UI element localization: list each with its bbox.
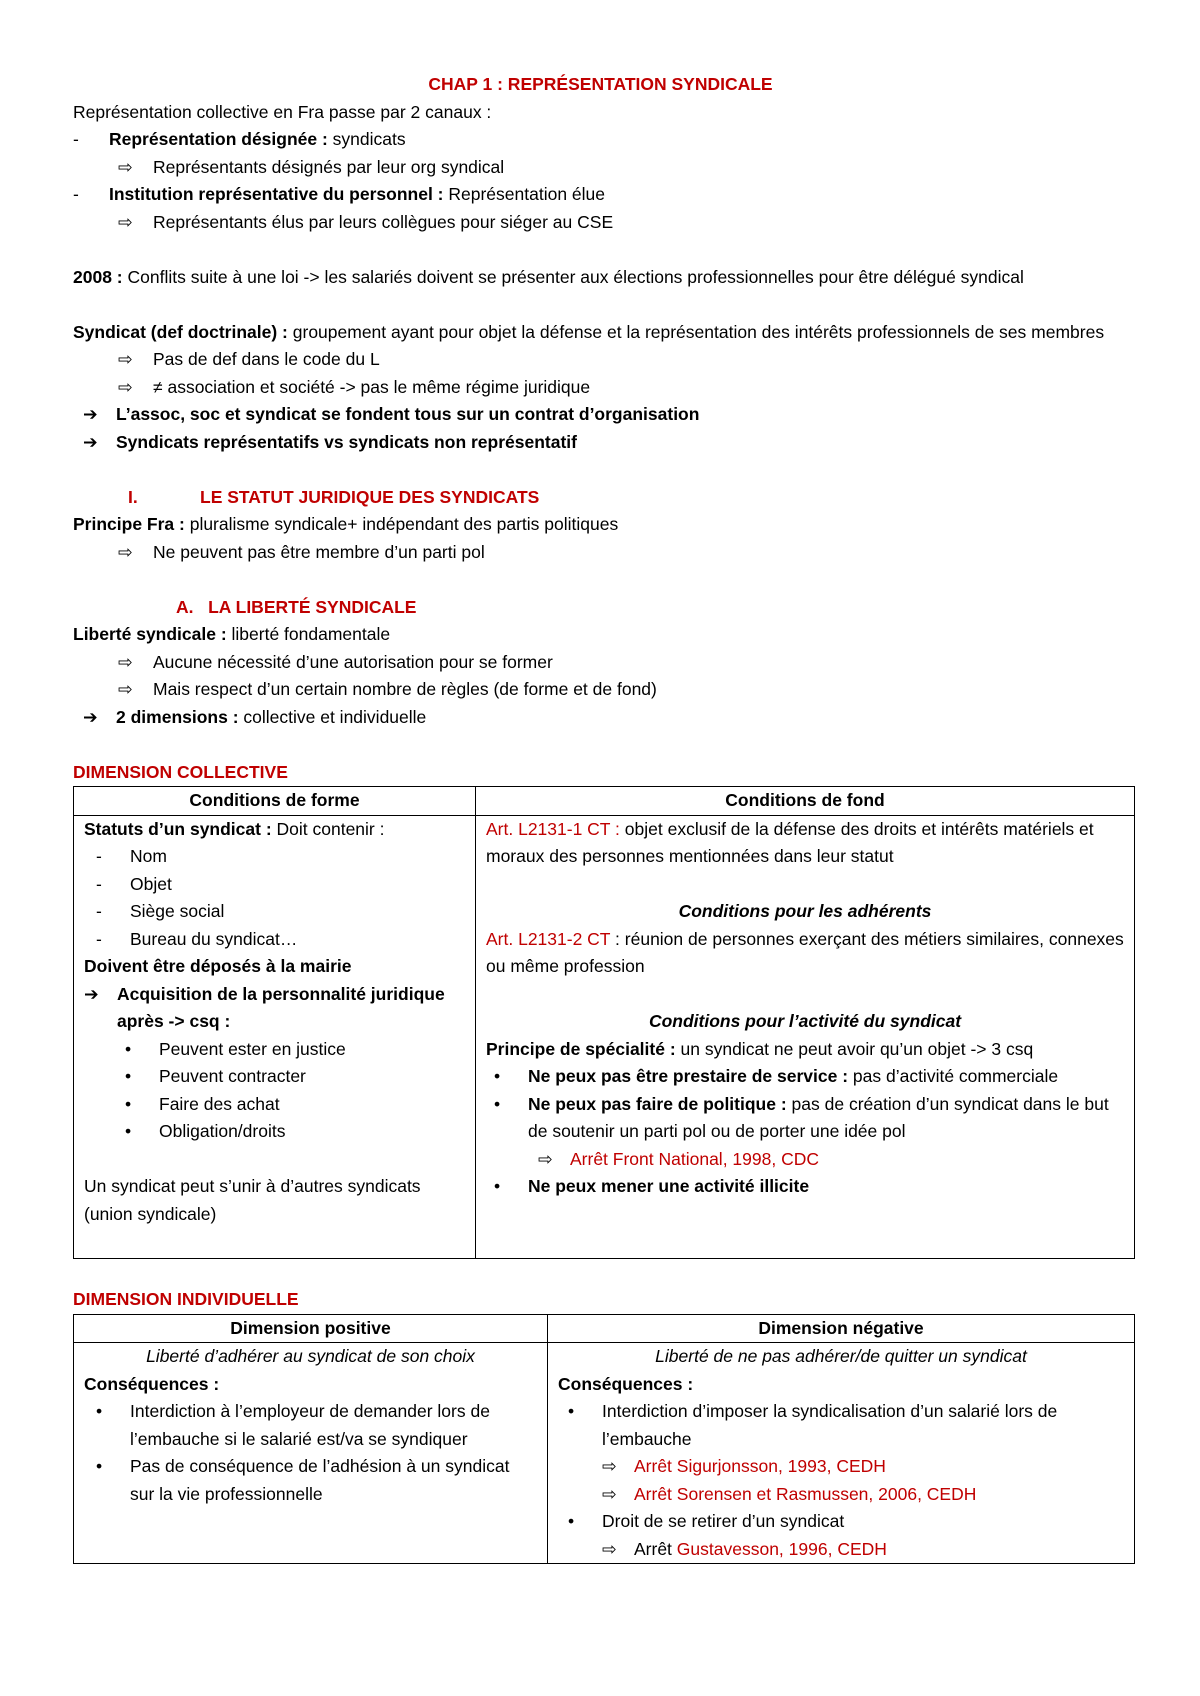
dash-marker: - bbox=[96, 901, 102, 921]
item-text: Syndicats représentatifs vs syndicats non représentatif bbox=[116, 431, 577, 452]
item-label: 2 dimensions : bbox=[116, 706, 239, 727]
intro-line: Représentation collective en Fra passe par 2 canaux : bbox=[73, 101, 492, 122]
table-cell-positive bbox=[74, 1343, 548, 1564]
list-item: - Siège social bbox=[84, 898, 465, 926]
cell-label: Conséquences : bbox=[558, 1373, 694, 1394]
dash-marker: - bbox=[96, 846, 102, 866]
list-item: ⇨ Arrêt Sigurjonsson, 1993, CEDH bbox=[558, 1453, 1124, 1481]
list-item bbox=[73, 649, 1128, 677]
list-item bbox=[73, 181, 1128, 209]
section-title-individuelle: DIMENSION INDIVIDUELLE bbox=[73, 1289, 299, 1309]
article-ref: Art. L2131-2 CT bbox=[486, 928, 611, 949]
list-item: ⇨ Arrêt Sorensen et Rasmussen, 2006, CEDH bbox=[558, 1481, 1124, 1509]
table-cell-negative bbox=[548, 1343, 1135, 1564]
list-item bbox=[73, 374, 1128, 402]
bullet-marker: • bbox=[125, 1038, 132, 1059]
item-text: Représentants élus par leurs collègues pour siéger au CSE bbox=[153, 211, 614, 232]
list-item: • Obligation/droits bbox=[84, 1118, 465, 1146]
collective-table bbox=[73, 786, 1135, 1259]
bold-arrow-icon: ➔ bbox=[83, 404, 98, 424]
column-header: Dimension négative bbox=[548, 1314, 1135, 1343]
item-text: syndicats bbox=[327, 129, 406, 149]
list-item: ⇨ Arrêt Front National, 1998, CDC bbox=[486, 1146, 1124, 1174]
list-item: • Ne peux pas être prestaire de service : pas d’activité commerciale bbox=[486, 1063, 1124, 1091]
paragraph-liberte bbox=[73, 621, 1128, 649]
bullet-marker: • bbox=[125, 1093, 132, 1114]
bullet-marker: • bbox=[494, 1066, 501, 1086]
list-item: • Peuvent ester en justice bbox=[84, 1036, 465, 1064]
bold-arrow-icon: ➔ bbox=[83, 706, 98, 727]
heading-number: I. bbox=[128, 486, 138, 507]
section-title-collective: DIMENSION COLLECTIVE bbox=[73, 761, 288, 782]
list-item bbox=[73, 676, 1128, 704]
hollow-arrow-icon: ⇨ bbox=[118, 349, 133, 369]
item-text: Représentation élue bbox=[443, 184, 605, 204]
column-header: Conditions de forme bbox=[74, 787, 476, 816]
hollow-arrow-icon: ⇨ bbox=[118, 211, 133, 232]
hollow-arrow-icon: ⇨ bbox=[602, 1456, 617, 1476]
paragraph-2008 bbox=[73, 264, 1128, 292]
item-text: Ne peuvent pas être membre d’un parti pol bbox=[153, 541, 485, 562]
hollow-arrow-icon: ⇨ bbox=[538, 1148, 553, 1169]
list-item: • Faire des achat bbox=[84, 1091, 465, 1119]
list-item: • Interdiction à l’employeur de demander lors de l’embauche si le salarié est/va se syndiquer bbox=[84, 1398, 537, 1453]
paragraph-text: Conflits suite à une loi -> les salariés doivent se présenter aux élections professionnelles pour être délégué syndical bbox=[122, 266, 1024, 287]
list-item bbox=[73, 346, 1128, 374]
paragraph-syndicat bbox=[73, 319, 1128, 347]
hollow-arrow-icon: ⇨ bbox=[602, 1538, 617, 1559]
list-item: ⇨ Arrêt Gustavesson, 1996, CEDH bbox=[558, 1536, 1124, 1564]
cell-text: : réunion de personnes exerçant des métiers similaires, connexes ou même profession bbox=[486, 928, 1124, 976]
paragraph-principe bbox=[73, 511, 1128, 539]
bullet-marker: • bbox=[494, 1093, 501, 1114]
item-text: Aucune nécessité d’une autorisation pour se former bbox=[153, 651, 553, 672]
cell-text: objet exclusif de la défense des droits et intérêts matériels et moraux des personnes mentionnées dans leur statut bbox=[486, 818, 1094, 866]
cell-label: Doivent être déposés à la mairie bbox=[84, 956, 352, 976]
hollow-arrow-icon: ⇨ bbox=[602, 1483, 617, 1504]
dash-marker: - bbox=[73, 184, 79, 204]
list-item: • Peuvent contracter bbox=[84, 1063, 465, 1091]
subheading: Conditions pour les adhérents bbox=[678, 901, 932, 921]
list-item bbox=[73, 704, 1128, 732]
item-text: Pas de def dans le code du L bbox=[153, 349, 380, 369]
hollow-arrow-icon: ⇨ bbox=[118, 679, 133, 699]
list-item: - Objet bbox=[84, 871, 465, 899]
list-item bbox=[73, 209, 1128, 237]
cell-label: Statuts d’un syndicat : bbox=[84, 818, 272, 839]
bold-arrow-icon: ➔ bbox=[84, 983, 99, 1004]
bullet-marker: • bbox=[494, 1176, 501, 1196]
column-header: Dimension positive bbox=[74, 1314, 548, 1343]
heading-a: A. LA LIBERTÉ SYNDICALE bbox=[176, 596, 417, 617]
list-item bbox=[73, 401, 1128, 429]
cell-subtitle: Liberté de ne pas adhérer/de quitter un syndicat bbox=[655, 1346, 1027, 1366]
item-text: L’assoc, soc et syndicat se fondent tous sur un contrat d’organisation bbox=[116, 404, 700, 424]
bullet-marker: • bbox=[96, 1456, 103, 1476]
dash-marker: - bbox=[96, 873, 102, 894]
item-text: collective et individuelle bbox=[238, 706, 427, 727]
item-text: Mais respect d’un certain nombre de règles (de forme et de fond) bbox=[153, 679, 657, 699]
list-item bbox=[73, 126, 1128, 154]
item-text: Représentants désignés par leur org syndical bbox=[153, 156, 505, 177]
hollow-arrow-icon: ⇨ bbox=[118, 541, 133, 562]
cell-text: Doit contenir : bbox=[271, 818, 385, 839]
list-item: - Bureau du syndicat… bbox=[84, 926, 465, 954]
paragraph-label: Liberté syndicale : bbox=[73, 624, 227, 644]
paragraph-label: 2008 : bbox=[73, 266, 123, 287]
individuelle-table bbox=[73, 1314, 1135, 1565]
hollow-arrow-icon: ⇨ bbox=[118, 376, 133, 397]
list-item bbox=[73, 154, 1128, 182]
list-item bbox=[73, 539, 1128, 567]
heading-text: LE STATUT JURIDIQUE DES SYNDICATS bbox=[200, 486, 540, 507]
paragraph-label: Syndicat (def doctrinale) : bbox=[73, 321, 288, 342]
list-item: • Droit de se retirer d’un syndicat bbox=[558, 1508, 1124, 1536]
bullet-marker: • bbox=[125, 1066, 132, 1086]
bullet-marker: • bbox=[568, 1401, 575, 1421]
list-item: • Pas de conséquence de l’adhésion à un syndicat sur la vie professionnelle bbox=[84, 1453, 537, 1508]
list-item: • Ne peux pas faire de politique : pas de création d’un syndicat dans le but de soutenir un parti pol ou de porter une idée pol bbox=[486, 1091, 1124, 1146]
table-cell-fond bbox=[476, 815, 1135, 1259]
bullet-marker: • bbox=[125, 1121, 132, 1141]
article-ref: Art. L2131-1 CT : bbox=[486, 818, 620, 839]
list-item: • Ne peux mener une activité illicite bbox=[486, 1173, 1124, 1201]
paragraph-text: liberté fondamentale bbox=[226, 624, 391, 644]
item-label: Représentation désignée : bbox=[109, 129, 328, 149]
hollow-arrow-icon: ⇨ bbox=[118, 651, 133, 672]
item-label: Institution représentative du personnel : bbox=[109, 184, 444, 204]
heading-1 bbox=[73, 484, 1128, 512]
list-item: • Interdiction d’imposer la syndicalisation d’un salarié lors de l’embauche bbox=[558, 1398, 1124, 1453]
bullet-marker: • bbox=[96, 1401, 103, 1421]
dash-marker: - bbox=[73, 129, 79, 149]
table-cell-forme bbox=[74, 815, 476, 1259]
cell-label: Principe de spécialité : bbox=[486, 1038, 676, 1059]
cell-text: Un syndicat peut s’unir à d’autres syndicats (union syndicale) bbox=[84, 1176, 421, 1224]
dash-marker: - bbox=[96, 928, 102, 949]
paragraph-text: groupement ayant pour objet la défense et la représentation des intérêts professionnels de ses membres bbox=[287, 321, 1105, 342]
cell-text: un syndicat ne peut avoir qu’un objet -> 3 csq bbox=[675, 1038, 1034, 1059]
hollow-arrow-icon: ⇨ bbox=[118, 156, 133, 177]
cell-subtitle: Liberté d’adhérer au syndicat de son choix bbox=[146, 1346, 475, 1366]
list-item bbox=[73, 429, 1128, 457]
bold-arrow-icon: ➔ bbox=[83, 431, 98, 452]
paragraph-label: Principe Fra : bbox=[73, 514, 185, 534]
list-item: ➔ Acquisition de la personnalité juridique après -> csq : bbox=[84, 981, 465, 1036]
bullet-marker: • bbox=[568, 1511, 575, 1531]
page-title: CHAP 1 : REPRÉSENTATION SYNDICALE bbox=[428, 74, 773, 94]
paragraph-text: pluralisme syndicale+ indépendant des partis politiques bbox=[184, 514, 619, 534]
list-item: - Nom bbox=[84, 843, 465, 871]
item-text: ≠ association et société -> pas le même régime juridique bbox=[153, 376, 591, 397]
subheading: Conditions pour l’activité du syndicat bbox=[648, 1011, 962, 1031]
cell-label: Conséquences : bbox=[84, 1373, 220, 1394]
column-header: Conditions de fond bbox=[476, 787, 1135, 816]
